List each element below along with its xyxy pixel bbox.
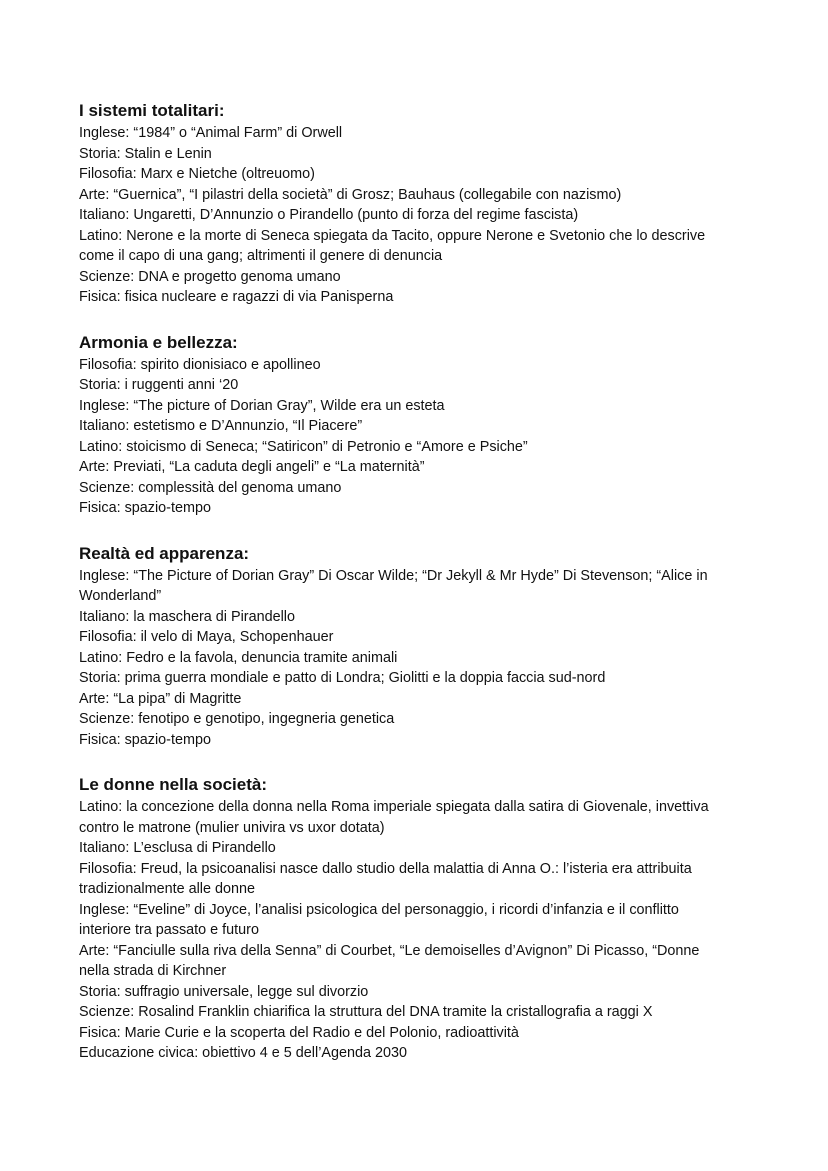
list-item: Filosofia: il velo di Maya, Schopenhauer bbox=[79, 629, 334, 645]
section-reality-appearance bbox=[79, 543, 759, 751]
section-title: I sistemi totalitari: bbox=[79, 101, 225, 120]
list-item: Italiano: L’esclusa di Pirandello bbox=[79, 840, 276, 856]
list-item: Filosofia: spirito dionisiaco e apollineo bbox=[79, 356, 321, 373]
list-item: Wonderland” bbox=[79, 588, 162, 604]
list-item: Italiano: la maschera di Pirandello bbox=[79, 608, 295, 625]
list-item: interiore tra passato e futuro bbox=[79, 922, 259, 938]
list-item: nella strada di Kirchner bbox=[79, 963, 227, 979]
list-item: Inglese: “1984” o “Animal Farm” di Orwell bbox=[79, 125, 343, 141]
list-item: Latino: stoicismo di Seneca; “Satiricon” di Petronio e “Amore e Psiche” bbox=[79, 438, 528, 455]
list-item: Filosofia: Marx e Nietche (oltreuomo) bbox=[79, 166, 315, 182]
list-item: Fisica: fisica nucleare e ragazzi di via Panisperna bbox=[79, 289, 394, 305]
section-women-society bbox=[79, 774, 759, 1064]
list-item: tradizionalmente alle donne bbox=[79, 881, 256, 897]
section-title: Realtà ed apparenza: bbox=[79, 543, 250, 563]
list-item: Inglese: “Eveline” di Joyce, l’analisi psicologica del personaggio, i ricordi d’infanzia e il conflitto bbox=[79, 901, 679, 918]
list-item: Filosofia: Freud, la psicoanalisi nasce dallo studio della malattia di Anna O.: l’isteria era attribuita bbox=[79, 860, 692, 877]
list-item: Arte: “Guernica”, “I pilastri della società” di Grosz; Bauhaus (collegabile con nazismo) bbox=[79, 186, 622, 203]
list-item: Inglese: “The picture of Dorian Gray”, Wilde era un esteta bbox=[79, 397, 445, 414]
section-totalitarian-systems bbox=[79, 100, 759, 308]
section-title: Armonia e bellezza: bbox=[79, 332, 238, 352]
list-item: Arte: Previati, “La caduta degli angeli” e “La maternità” bbox=[79, 459, 425, 475]
list-item: Storia: prima guerra mondiale e patto di Londra; Giolitti e la doppia faccia sud-nord bbox=[79, 670, 606, 686]
list-item: Fisica: spazio-tempo bbox=[79, 731, 211, 748]
document-page bbox=[79, 100, 759, 1088]
list-item: Scienze: Rosalind Franklin chiarifica la struttura del DNA tramite la cristallografia a raggi X bbox=[79, 1004, 653, 1020]
list-item: Storia: i ruggenti anni ‘20 bbox=[79, 377, 239, 393]
list-item: Fisica: Marie Curie e la scoperta del Radio e del Polonio, radioattività bbox=[79, 1024, 519, 1041]
list-item: Arte: “La pipa” di Magritte bbox=[79, 690, 242, 707]
list-item: Italiano: Ungaretti, D’Annunzio o Pirandello (punto di forza del regime fascista) bbox=[79, 207, 579, 223]
list-item: Educazione civica: obiettivo 4 e 5 dell’Agenda 2030 bbox=[79, 1045, 408, 1061]
list-item: Scienze: fenotipo e genotipo, ingegneria genetica bbox=[79, 711, 395, 727]
list-item: Latino: Fedro e la favola, denuncia tramite animali bbox=[79, 649, 398, 666]
list-item: Inglese: “The Picture of Dorian Gray” Di Oscar Wilde; “Dr Jekyll & Mr Hyde” Di Stevenson; “Alice in bbox=[79, 567, 708, 584]
list-item: contro le matrone (mulier univira vs uxor dotata) bbox=[79, 819, 385, 836]
list-item: Scienze: DNA e progetto genoma umano bbox=[79, 268, 341, 285]
list-item: Scienze: complessità del genoma umano bbox=[79, 479, 342, 496]
list-item: Storia: Stalin e Lenin bbox=[79, 145, 212, 162]
section-title: Le donne nella società: bbox=[79, 775, 267, 794]
list-item: Latino: la concezione della donna nella Roma imperiale spiegata dalla satira di Giovenale, invettiva bbox=[79, 799, 709, 815]
list-item: Italiano: estetismo e D’Annunzio, “Il Piacere” bbox=[79, 418, 363, 434]
list-item: Arte: “Fanciulle sulla riva della Senna” di Courbet, “Le demoiselles d’Avignon” Di Picasso, “Donne bbox=[79, 942, 700, 959]
list-item: Fisica: spazio-tempo bbox=[79, 500, 211, 516]
list-item: Latino: Nerone e la morte di Seneca spiegata da Tacito, oppure Nerone e Svetonio che lo descrive bbox=[79, 227, 706, 244]
list-item: come il capo di una gang; altrimenti il genere di denuncia bbox=[79, 248, 443, 264]
section-harmony-beauty bbox=[79, 332, 759, 519]
list-item: Storia: suffragio universale, legge sul divorzio bbox=[79, 983, 369, 1000]
